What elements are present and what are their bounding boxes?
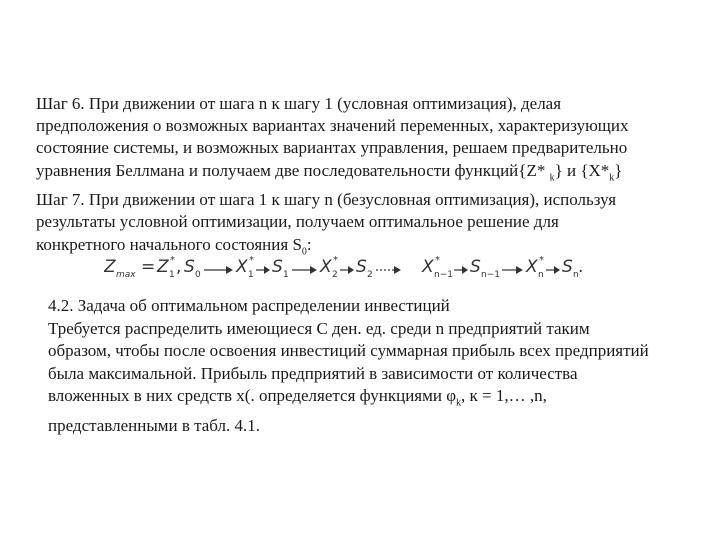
- arrow-5-head: [462, 266, 468, 274]
- formula-sn1: S: [470, 257, 481, 277]
- section-heading: 4.2. Задача об оптимальном распределении инвестиций: [48, 296, 450, 315]
- phi-subscript: k: [456, 397, 462, 409]
- s0-subscript: 0: [301, 246, 307, 257]
- section-line-3: образом, чтобы после освоения инвестиций суммарная прибыль всех предприятий: [48, 341, 649, 361]
- section-line-5-prefix: вложенных в них средств x(. определяется функциями φ: [48, 386, 457, 406]
- optimal-path-formula: [104, 250, 604, 284]
- formula-s1-sub: 1: [283, 270, 289, 280]
- step-text-block: [36, 93, 706, 263]
- formula-xn1-sub: n−1: [434, 270, 453, 280]
- step7-line-2: результаты условной оптимизации, получаем оптимальное решение для: [36, 212, 559, 232]
- formula-equals: =: [141, 257, 156, 277]
- formula-graphic: [104, 250, 604, 284]
- formula-x1-sub: 1: [248, 270, 254, 280]
- formula-s2-sub: 2: [367, 270, 373, 280]
- step6-line-3: состояние системы, и возможных вариантах управления, решаем предварительно: [36, 138, 628, 158]
- section-line-2: Требуется распределить имеющиеся C ден. ед. среди n предприятий таким: [48, 318, 590, 338]
- z-subscript: k: [549, 172, 555, 183]
- formula-comma-1: ,: [176, 257, 182, 277]
- step6-line-2: предположения о возможных вариантах значений переменных, характеризующих: [36, 116, 629, 136]
- formula-period: .: [578, 257, 584, 277]
- formula-x2-star: *: [333, 255, 338, 266]
- formula-sn1-sub: n−1: [481, 270, 500, 280]
- section-line-6: представленными в табл. 4.1.: [48, 416, 261, 436]
- formula-xn1-star: *: [435, 255, 440, 266]
- formula-z1: Z: [157, 257, 169, 277]
- arrow-6-head: [516, 266, 523, 274]
- formula-xn-star: *: [539, 255, 544, 266]
- section-text-block: [48, 295, 708, 438]
- arrow-2-head: [264, 266, 270, 274]
- arrow-3-head: [310, 266, 317, 274]
- formula-s0: S: [184, 257, 195, 277]
- arrow-4-head: [348, 266, 354, 274]
- arrow-dotted-head: [394, 266, 401, 274]
- formula-s1: S: [272, 257, 283, 277]
- formula-x2: X: [320, 257, 332, 277]
- formula-x2-sub: 2: [332, 270, 338, 280]
- section-line-4: была максимальной. Прибыль предприятий в зависимости от количества: [48, 363, 578, 383]
- step6-line-4: [36, 160, 706, 190]
- x-subscript: k: [609, 172, 615, 183]
- formula-sn-sub: n: [573, 270, 579, 280]
- step6-line-1: Шаг 6. При движении от шага n к шагу 1 (условная оптимизация), делая: [36, 94, 562, 113]
- formula-s0-sub: 0: [195, 270, 201, 280]
- formula-x1: X: [236, 257, 248, 277]
- formula-z1-sub: 1: [169, 270, 175, 280]
- section-line-5: [48, 385, 708, 415]
- formula-xn-sub: n: [538, 270, 544, 280]
- formula-zmax: Z: [104, 257, 116, 277]
- formula-xn: X: [526, 257, 538, 277]
- section-line-5-suffix: , к = 1,… ,n,: [461, 386, 547, 406]
- step7-line-1: Шаг 7. При движении от шага 1 к шагу n (безусловная оптимизация), используя: [36, 190, 617, 210]
- formula-zmax-sub: max: [116, 270, 136, 280]
- step7-line-3-suffix: :: [306, 234, 312, 254]
- formula-x1-star: *: [249, 255, 254, 266]
- step6-line-4-prefix: уравнения Беллмана и получаем две последовательности функций{Z*: [36, 160, 550, 180]
- arrow-1-head: [226, 266, 233, 274]
- formula-z1-star: *: [170, 255, 175, 266]
- step6-line-4-suffix: }: [614, 160, 623, 180]
- arrow-7-head: [554, 266, 560, 274]
- formula-s2: S: [356, 257, 367, 277]
- step7-line-3-prefix: конкретного начального состояния S: [36, 234, 302, 254]
- formula-xn1: X: [422, 257, 434, 277]
- step6-line-4-middle: } и {X*: [554, 160, 610, 180]
- formula-sn: S: [562, 257, 573, 277]
